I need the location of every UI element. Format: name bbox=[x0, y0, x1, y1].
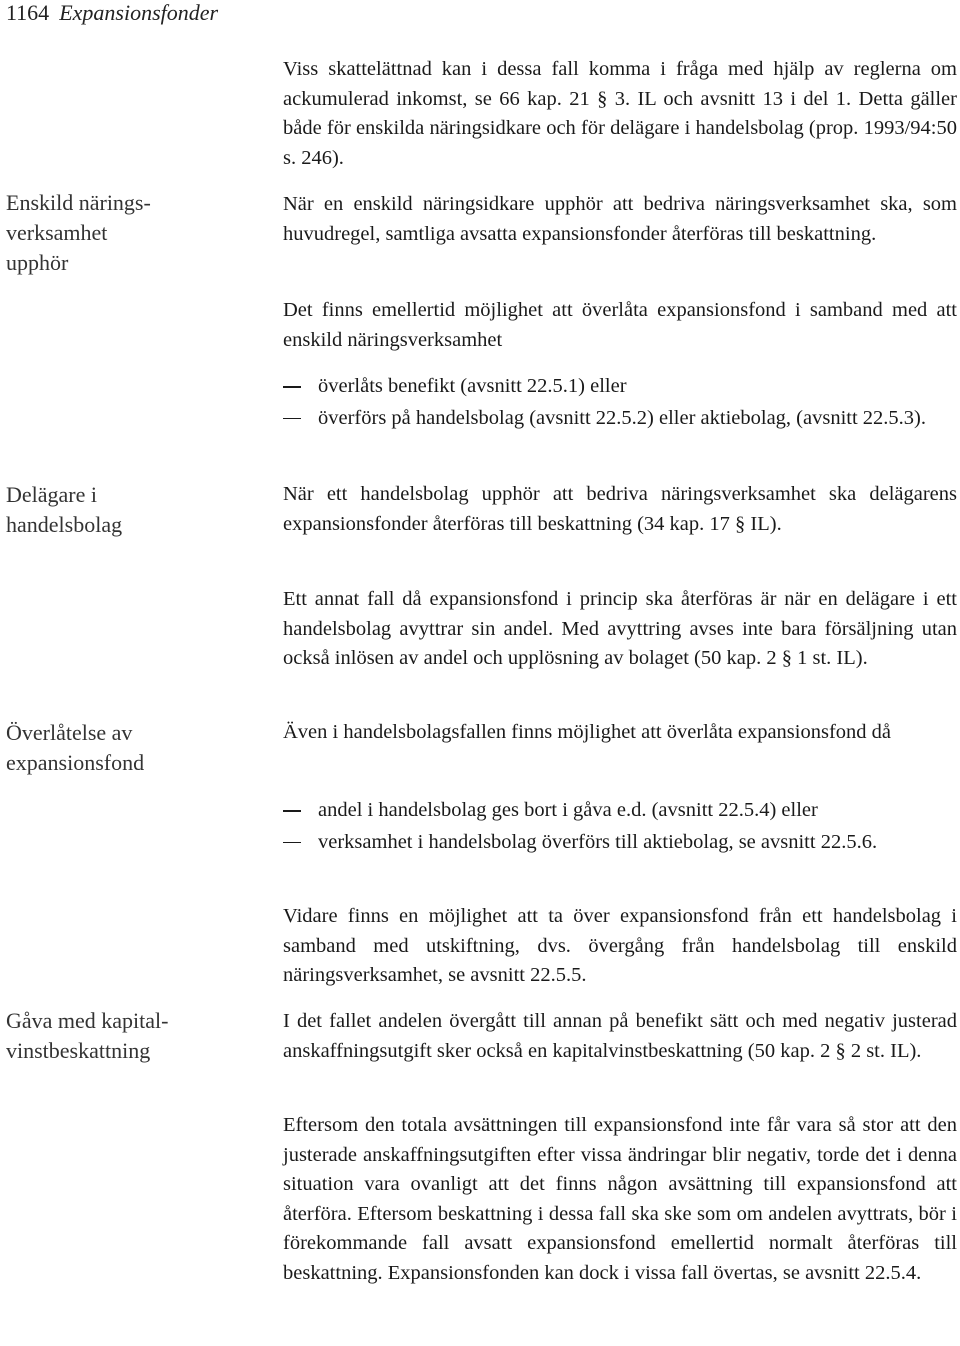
margin-note-enskild bbox=[6, 188, 221, 278]
margin-note-line: Gåva med kapital- bbox=[6, 1008, 169, 1033]
margin-note-line: expansionsfond bbox=[6, 750, 145, 775]
paragraph: Även i handelsbolagsfallen finns möjlighet att överlåta expansionsfond då bbox=[283, 721, 892, 743]
margin-note-overlatelse bbox=[6, 718, 221, 778]
list-item: andel i handelsbolag ges bort i gåva e.d. (avsnitt 22.5.4) eller bbox=[283, 796, 957, 826]
margin-note-line: Överlåtelse av bbox=[6, 720, 133, 745]
page-header bbox=[6, 0, 218, 26]
margin-note-line: upphör bbox=[6, 250, 69, 275]
margin-note-line: handelsbolag bbox=[6, 512, 123, 537]
page-number: 1164 bbox=[6, 0, 50, 25]
paragraph: Vidare finns en möjlighet att ta över expansionsfond från ett handelsbolag i samband med utskiftning, dvs. övergång från handelsbolag till enskild näringsverksamhet, se avsnitt 22.5.5. bbox=[283, 905, 957, 986]
dash-list bbox=[283, 372, 957, 435]
paragraph: När en enskild näringsidkare upphör att bedriva näringsverksamhet ska, som huvudregel, samtliga avsatta expansionsfonder återföras till beskattning. bbox=[283, 193, 957, 245]
paragraph: Eftersom den totala avsättningen till expansionsfond inte får vara så stor att den justerade anskaffningsutgiften efter vissa ändringar blir negativ, torde det i denna situation vara ovanligt att det finns någon avsättning till expansionsfond att återföra. Eftersom beskattning i dessa fall ska ske som om andelen avyttrats, bör i förekommande fall avsatt expansionsfond emellertid normalt återföras till beskattning. Expansionsfonden kan dock i vissa fall övertas, se avsnitt 22.5.4. bbox=[283, 1114, 957, 1284]
margin-note-line: verksamhet bbox=[6, 220, 108, 245]
margin-note-line: Enskild närings- bbox=[6, 190, 151, 215]
dash-list bbox=[283, 796, 957, 859]
margin-note-line: vinstbeskattning bbox=[6, 1038, 151, 1063]
paragraph: Ett annat fall då expansionsfond i princip ska återföras är när en delägare i ett handelsbolag avyttrar sin andel. Med avyttring avses inte bara försäljning utan också inlösen av andel och upplösning av bolaget (50 kap. 2 § 1 st. IL). bbox=[283, 588, 957, 669]
paragraph: Viss skattelättnad kan i dessa fall komma i fråga med hjälp av reglerna om ackumulerad inkomst, se 66 kap. 21 § 3. IL och avsnitt 13 i del 1. Detta gäller både för enskilda näringsidkare och för delägare i handelsbolag (prop. 1993/94:50 s. 246). bbox=[283, 58, 957, 169]
paragraph: I det fallet andelen övergått till annan på benefikt sätt och med negativ justerad anskaffningsutgift sker också en kapitalvinstbeskattning (50 kap. 2 § 2 st. IL). bbox=[283, 1010, 957, 1062]
running-title: Expansionsfonder bbox=[59, 0, 219, 25]
paragraph: När ett handelsbolag upphör att bedriva näringsverksamhet ska delägarens expansionsfonder återföras till beskattning (34 kap. 17 § IL). bbox=[283, 483, 957, 535]
paragraph: Det finns emellertid möjlighet att överlåta expansionsfond i samband med att enskild näringsverksamhet bbox=[283, 299, 957, 351]
margin-note-line: Delägare i bbox=[6, 482, 97, 507]
margin-note-delagare bbox=[6, 480, 221, 540]
list-item: överförs på handelsbolag (avsnitt 22.5.2) eller aktiebolag, (avsnitt 22.5.3). bbox=[283, 404, 957, 434]
margin-note-gava bbox=[6, 1006, 221, 1066]
list-item: överlåts benefikt (avsnitt 22.5.1) eller bbox=[283, 372, 957, 402]
list-item: verksamhet i handelsbolag överförs till aktiebolag, se avsnitt 22.5.6. bbox=[283, 828, 957, 858]
